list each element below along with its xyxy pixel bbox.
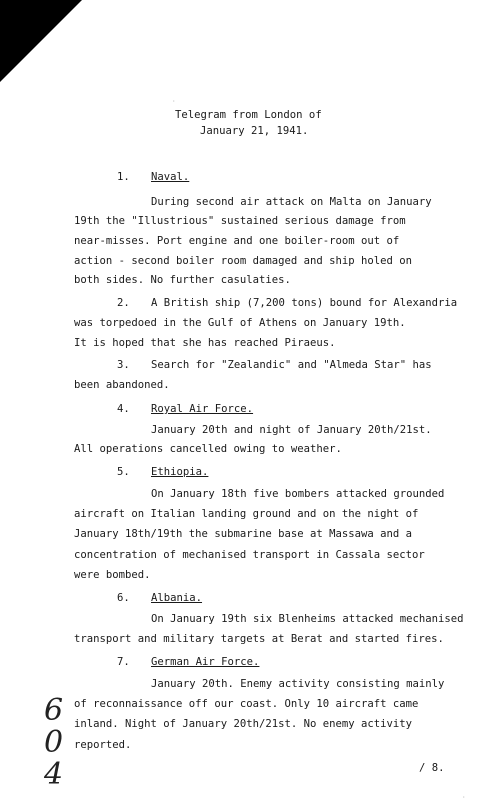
handwritten-digit: 4: [44, 757, 64, 790]
handwritten-digit: 6: [44, 693, 64, 728]
body-line: aircraft on Italian landing ground and on the night of: [74, 508, 419, 520]
body-line: A British ship (7,200 tons) bound for Alexandria: [151, 297, 458, 309]
body-line: 19th the "Illustrious" sustained serious damage from: [74, 215, 406, 227]
section-number: 5.: [117, 466, 130, 478]
body-line: were bombed.: [74, 569, 151, 581]
body-line: On January 19th six Blenheims attacked mechanised: [151, 613, 464, 625]
body-line: action - second boiler room damaged and ship holed on: [74, 255, 413, 267]
body-line: On January 18th five bombers attacked grounded: [151, 488, 445, 500]
section-number: 1.: [117, 171, 130, 183]
ink-speck: ·: [462, 794, 466, 801]
body-line: of reconnaissance off our coast. Only 10 aircraft came: [74, 698, 419, 710]
section-number: 3.: [117, 359, 130, 371]
handwritten-archive-number: [38, 690, 74, 790]
section-number: 4.: [117, 403, 130, 415]
body-line: reported.: [74, 739, 132, 751]
body-line: been abandoned.: [74, 379, 170, 391]
section-number: 6.: [117, 592, 130, 604]
ink-speck: ·: [172, 98, 176, 105]
telegram-date: January 21, 1941.: [200, 125, 309, 137]
body-line: It is hoped that she has reached Piraeus.: [74, 337, 336, 349]
body-line: January 20th and night of January 20th/21st.: [151, 424, 432, 436]
body-line: both sides. No further casulaties.: [74, 274, 291, 286]
section-heading-naval: Naval.: [151, 171, 190, 183]
section-heading-ethiopia: Ethiopia.: [151, 466, 209, 478]
black-corner-triangle: [0, 0, 82, 82]
body-line: January 20th. Enemy activity consisting mainly: [151, 678, 445, 690]
body-line: near-misses. Port engine and one boiler-room out of: [74, 235, 400, 247]
section-heading-albania: Albania.: [151, 592, 203, 604]
body-line: was torpedoed in the Gulf of Athens on January 19th.: [74, 317, 406, 329]
body-line: inland. Night of January 20th/21st. No enemy activity: [74, 718, 413, 730]
body-line: transport and military targets at Berat and started fires.: [74, 633, 444, 645]
section-number: 2.: [117, 297, 130, 309]
telegram-title: Telegram from London of: [175, 109, 322, 121]
body-line: During second air attack on Malta on January: [151, 196, 432, 208]
body-line: All operations cancelled owing to weather.: [74, 443, 342, 455]
handwritten-digit: 0: [44, 725, 64, 760]
section-heading-raf: Royal Air Force.: [151, 403, 254, 415]
body-line: concentration of mechanised transport in Cassala sector: [74, 549, 425, 561]
body-line: Search for "Zealandic" and "Almeda Star" has: [151, 359, 432, 371]
body-line: January 18th/19th the submarine base at Massawa and a: [74, 528, 413, 540]
page-continuation-ref: / 8.: [419, 762, 445, 774]
section-number: 7.: [117, 656, 130, 668]
section-heading-german-air-force: German Air Force.: [151, 656, 260, 668]
